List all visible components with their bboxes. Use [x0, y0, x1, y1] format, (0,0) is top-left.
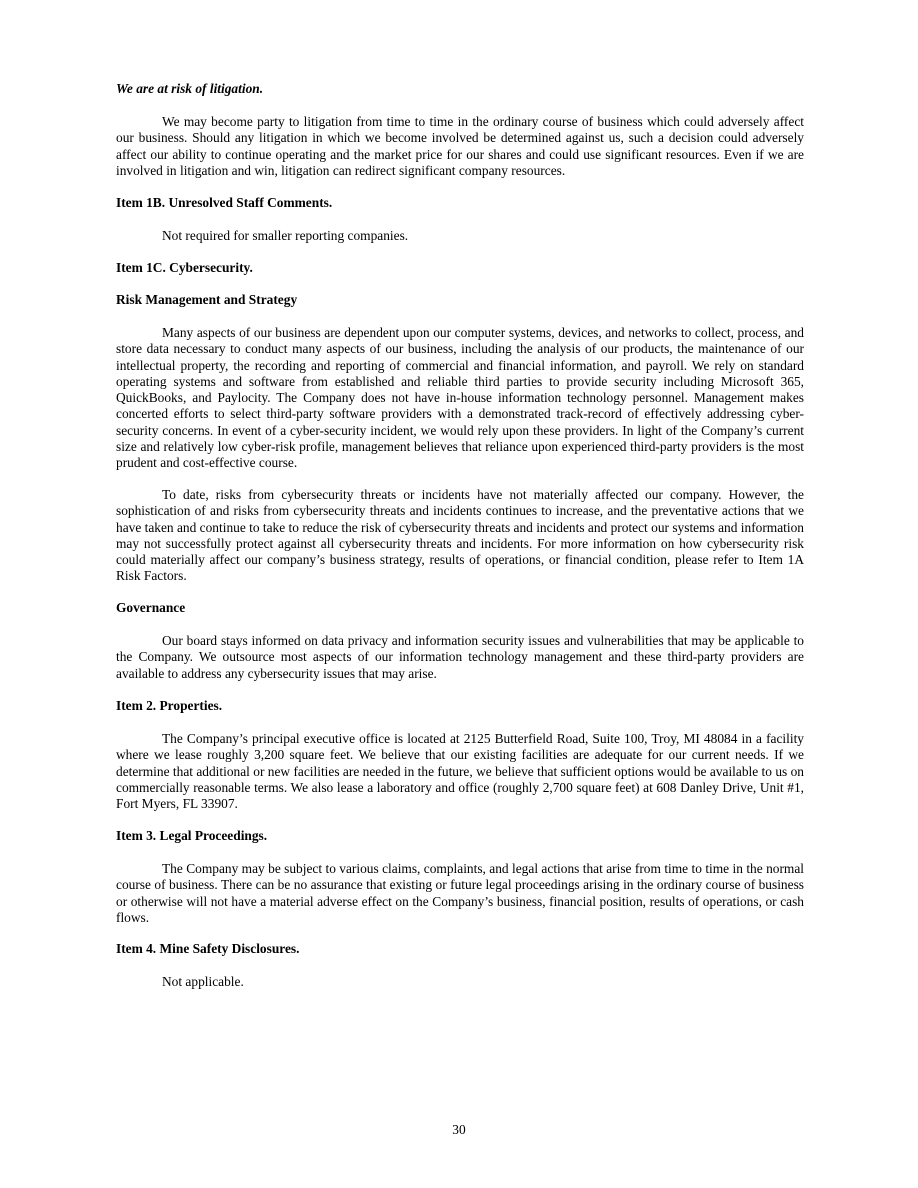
risk-management-paragraph-1: Many aspects of our business are dependent upon our computer systems, devices, and networks to collect, process, and store data necessary to conduct many aspects of our business, including the analysis of our products, the maintenance of our intellectual property, the recording and reporting of commercial and financial information, and payroll. We rely on standard operating systems and software from established and reliable third parties to provide security including Microsoft 365, QuickBooks, and Paylocity. The Company does not have in-house information technology personnel. Management makes concerted efforts to select third-party software providers with a demonstrated track-record of effectively addressing cyber-security concerns. In event of a cyber-security incident, we would rely upon these providers. In light of the Company’s current size and relatively low cyber-risk profile, management believes that reliance upon experienced third-party providers is the most prudent and cost-effective course.	[116, 325, 804, 470]
item-2-paragraph: The Company’s principal executive office is located at 2125 Butterfield Road, Suite 100, Troy, MI 48084 in a facility where we lease roughly 3,200 square feet. We believe that our existing facilities are adequate for our current needs. If we determine that additional or new facilities are needed in the future, we believe that sufficient options would be available to us on commercially reasonable terms. We also lease a laboratory and office (roughly 2,700 square feet) at 608 Danley Drive, Unit #1, Fort Myers, FL 33907.	[116, 731, 804, 811]
item-2-heading: Item 2. Properties.	[116, 698, 223, 713]
item-4-paragraph: Not applicable.	[162, 974, 244, 989]
item-1c-heading: Item 1C. Cybersecurity.	[116, 260, 253, 275]
item-4-heading: Item 4. Mine Safety Disclosures.	[116, 941, 300, 956]
litigation-heading: We are at risk of litigation.	[116, 81, 264, 96]
item-3-heading: Item 3. Legal Proceedings.	[116, 828, 268, 843]
item-1b-paragraph: Not required for smaller reporting companies.	[162, 228, 409, 243]
page-number: 30	[452, 1122, 466, 1137]
risk-management-paragraph-2: To date, risks from cybersecurity threats or incidents have not materially affected our company. However, the sophistication of and risks from cybersecurity threats and incidents continues to increase, and the preventative actions that we have taken and continue to take to reduce the risk of cybersecurity threats and incidents and protect our systems and information may not successfully protect against all cybersecurity threats and incidents. For more information on how cybersecurity risk could materially affect our company’s business strategy, results of operations, or financial condition, please refer to Item 1A Risk Factors.	[116, 487, 804, 584]
governance-subheading: Governance	[116, 600, 186, 615]
litigation-paragraph: We may become party to litigation from time to time in the ordinary course of business which could adversely affect our business. Should any litigation in which we become involved be determined against us, such a decision could adversely affect our ability to continue operating and the market price for our shares and could use significant resources. Even if we are involved in litigation and win, litigation can redirect significant company resources.	[116, 114, 804, 178]
governance-paragraph: Our board stays informed on data privacy and information security issues and vulnerabilities that may be applicable to the Company. We outsource most aspects of our information technology management and these third-party providers are available to address any cybersecurity issues that may arise.	[116, 633, 804, 681]
risk-management-subheading: Risk Management and Strategy	[116, 292, 298, 307]
item-1b-heading: Item 1B. Unresolved Staff Comments.	[116, 195, 333, 210]
item-3-paragraph: The Company may be subject to various claims, complaints, and legal actions that arise from time to time in the normal course of business. There can be no assurance that existing or future legal proceedings arising in the ordinary course of business or otherwise will not have a material adverse effect on the Company’s business, financial position, results of operations, or cash flows.	[116, 861, 804, 925]
